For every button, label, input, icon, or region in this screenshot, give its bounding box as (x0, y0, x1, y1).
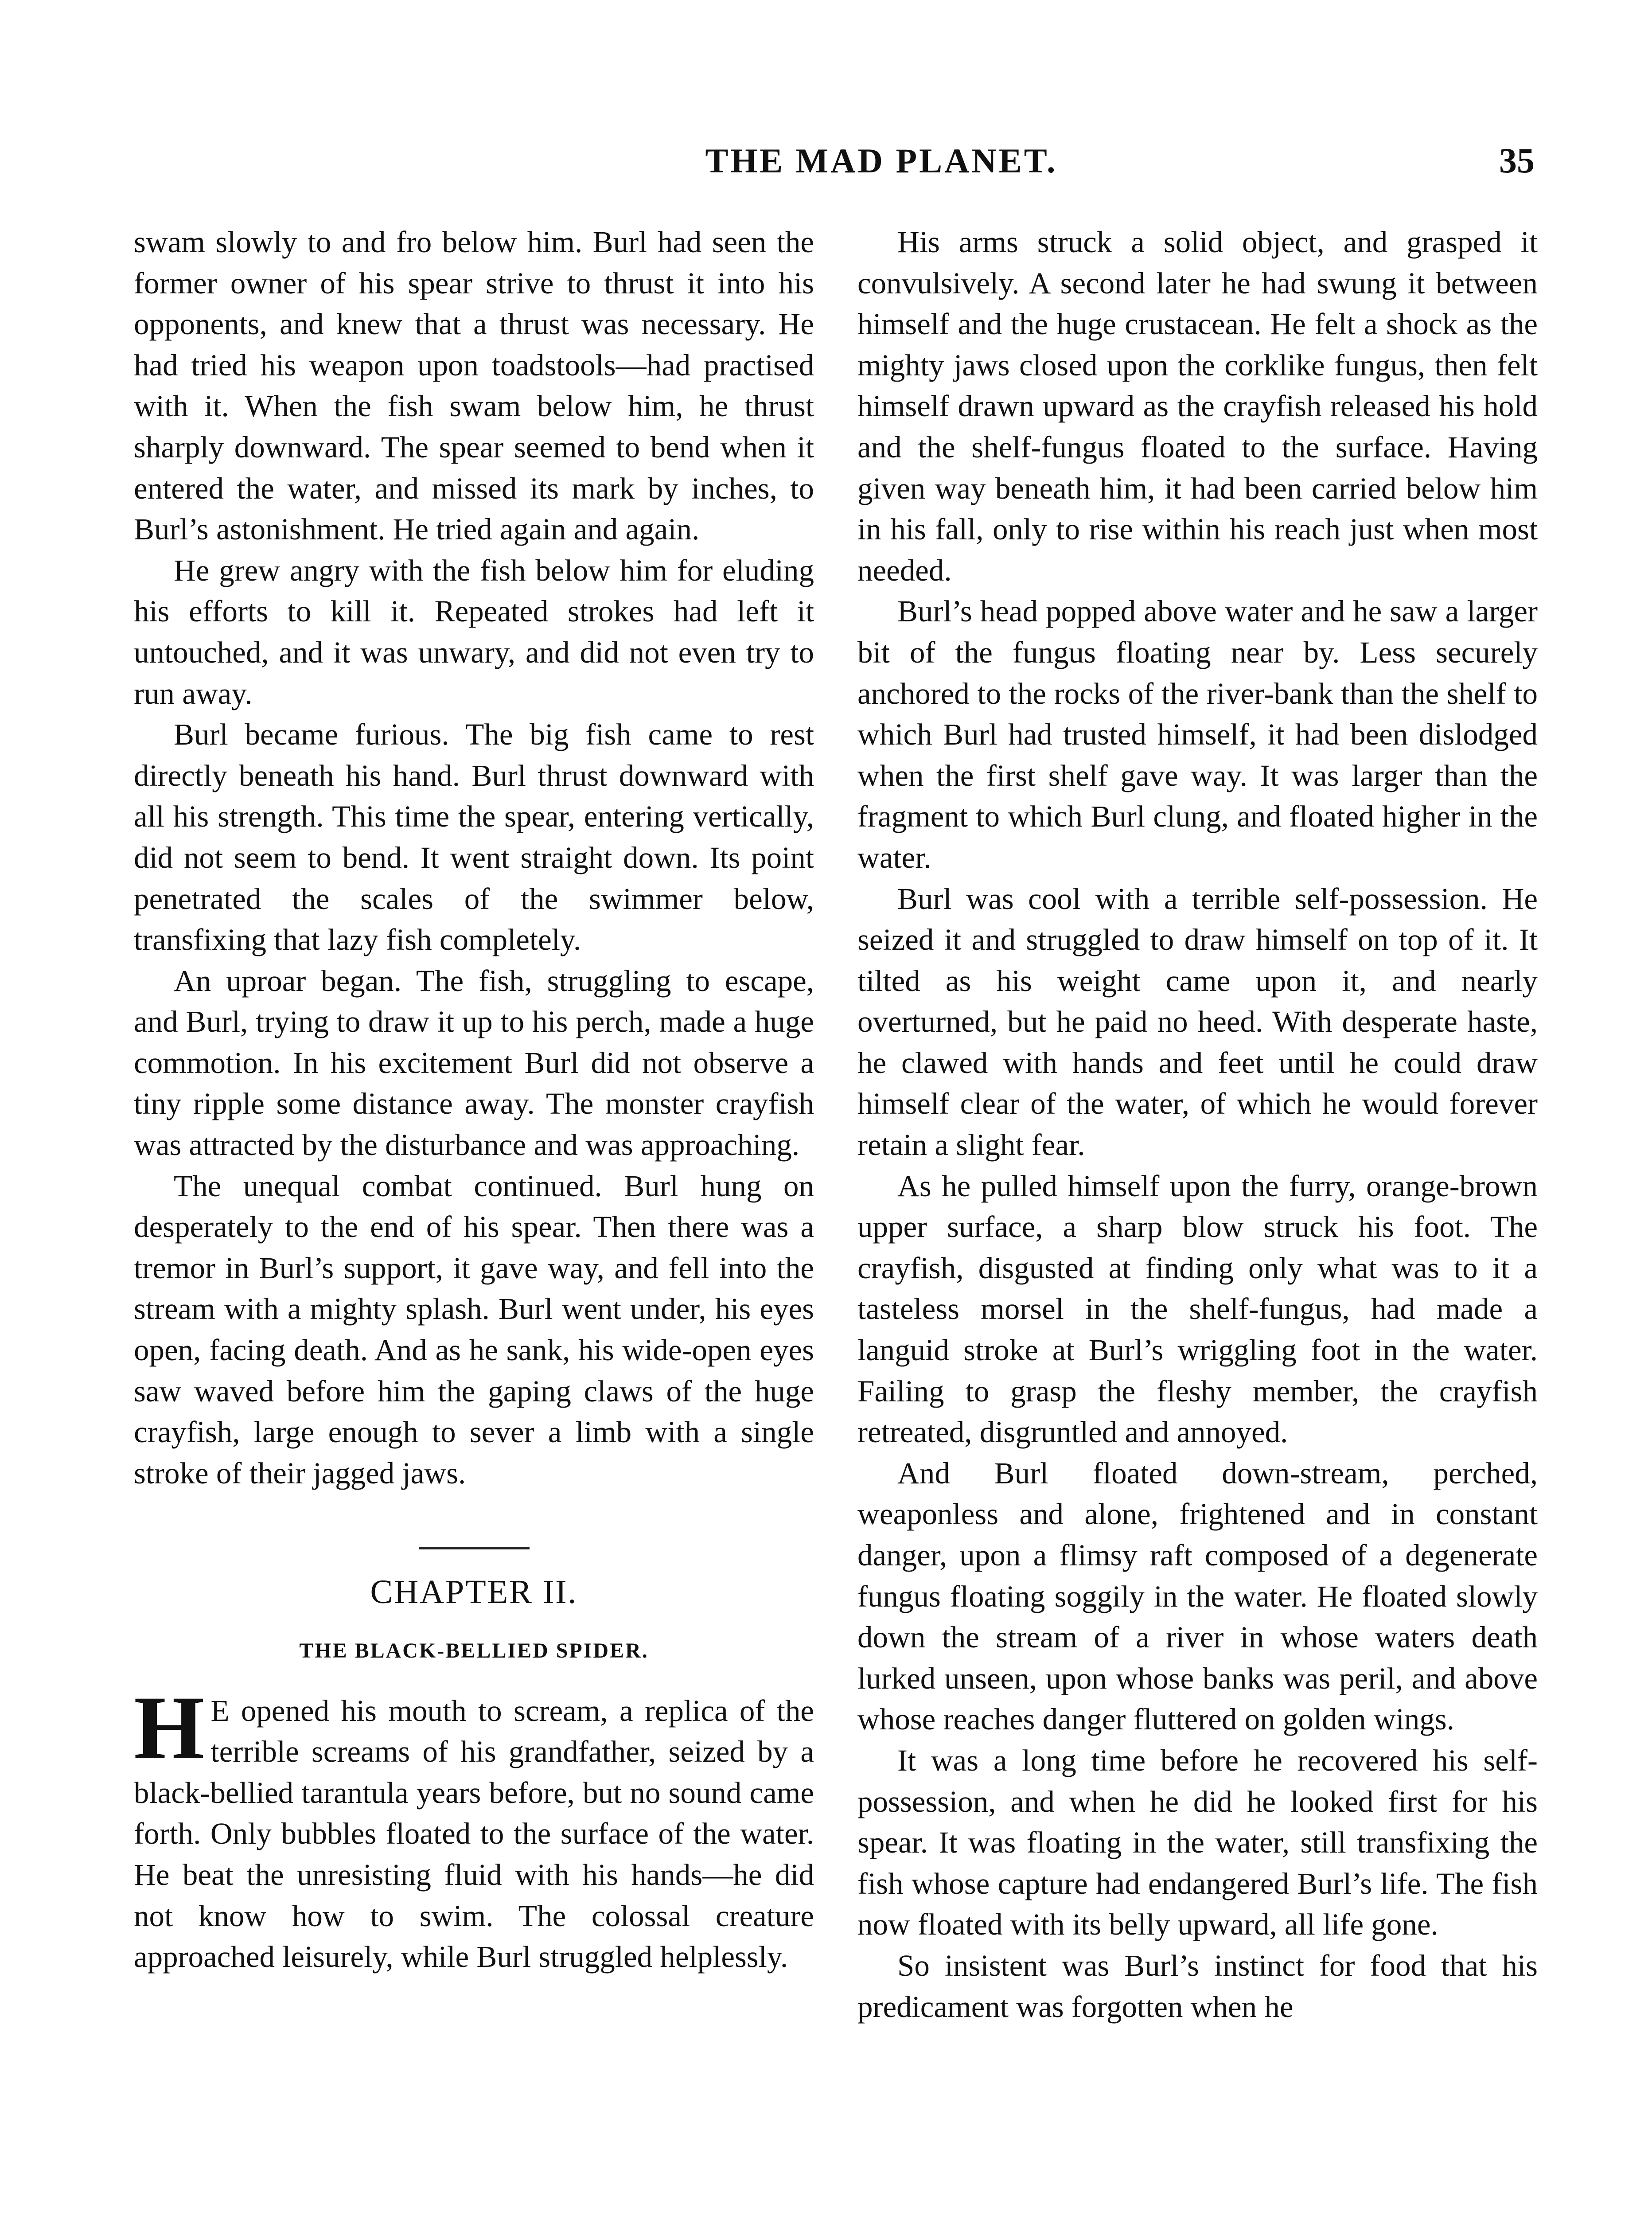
paragraph: Burl was cool with a terrible self-possession. He seized it and struggled to draw himself on top of it. It tilted as his weight came upon it, and nearly overturned, but he paid no heed. With desperate haste, he clawed with hands and feet until he could draw himself clear of the water, of which he would forever retain a slight fear. (857, 882, 1538, 1162)
paragraph: It was a long time before he recovered his self-possession, and when he did he looked first for his spear. It was floating in the water, still transfixing the fish whose capture had endangered Burl’s life. The fish now floated with its belly upward, all life gone. (857, 1743, 1538, 1942)
page-number: 35 (1499, 141, 1535, 180)
paragraph: swam slowly to and fro below him. Burl had seen the former owner of his spear strive to thrust it into his opponents, and knew that a thrust was necessary. He had tried his weapon upon toadstools—had practised with it. When the fish swam below him, he thrust sharply downward. The spear seemed to bend when it entered the water, and missed its mark by inches, to Burl’s astonishment. He tried again and again. (134, 225, 814, 546)
drop-cap: H (134, 1677, 205, 1778)
section-divider (419, 1547, 530, 1549)
paragraph: An uproar began. The fish, struggling to escape, and Burl, trying to draw it up to his perch, made a huge commotion. In his excitement Burl did not observe a tiny ripple some distance away. The monster crayfish was attracted by the disturbance and was approaching. (134, 964, 814, 1162)
right-column (857, 222, 1538, 2027)
paragraph: So insistent was Burl’s instinct for food that his predicament was forgotten when he (857, 1948, 1538, 2024)
paragraph: And Burl floated down-stream, perched, weaponless and alone, frightened and in constant danger, upon a flimsy raft composed of a degenerate fungus floating soggily in the water. He floated slowly down the stream of a river in whose waters death lurked unseen, upon whose banks was peril, and above whose reaches danger fluttered on golden wings. (857, 1456, 1538, 1736)
chapter-first-text: E opened his mouth to scream, a replica of the terrible screams of his grandfather, seized by a black-bellied tarantula years before, but no sound came forth. Only bubbles floated to the surface of the water. He beat the unresisting fluid with his hands—he did not know how to swim. The colossal creature approached leisurely, while Burl struggled helplessly. (134, 1693, 814, 1974)
paragraph: His arms struck a solid object, and grasped it convulsively. A second later he had swung it between himself and the huge crustacean. He felt a shock as the mighty jaws closed upon the corklike fungus, then felt himself drawn upward as the crayfish released his hold and the shelf-fungus floated to the surface. Having given way beneath him, it had been carried below him in his fall, only to rise within his reach just when most needed. (857, 225, 1538, 587)
left-column (134, 222, 814, 1978)
paragraph: As he pulled himself upon the furry, orange-brown upper surface, a sharp blow struck his foot. The crayfish, disgusted at finding only what was to it a tasteless morsel in the shelf-fungus, had made a languid stroke at Burl’s wriggling foot in the water. Failing to grasp the fleshy member, the crayfish retreated, disgruntled and annoyed. (857, 1169, 1538, 1449)
chapter-title: CHAPTER II. (370, 1573, 578, 1611)
paragraph: Burl’s head popped above water and he saw a larger bit of the fungus floating near by. Less securely anchored to the rocks of the river-bank than the shelf to which Burl had trusted himself, it had been dislodged when the first shelf gave way. It was larger than the fragment to which Burl clung, and floated higher in the water. (857, 594, 1538, 874)
running-title: THE MAD PLANET. (705, 141, 1058, 180)
chapter-first-paragraph (134, 1677, 814, 1978)
page-header (0, 141, 1652, 190)
paragraph: Burl became furious. The big fish came to rest directly beneath his hand. Burl thrust downward with all his strength. This time the spear, entering vertically, did not seem to bend. It went straight down. Its point penetrated the scales of the swimmer below, transfixing that lazy fish completely. (134, 718, 814, 957)
paragraph: The unequal combat continued. Burl hung on desperately to the end of his spear. Then there was a tremor in Burl’s support, it gave way, and fell into the stream with a mighty splash. Burl went under, his eyes open, facing death. And as he sank, his wide-open eyes saw waved before him the gaping claws of the huge crayfish, large enough to sever a limb with a single stroke of their jagged jaws. (134, 1169, 814, 1490)
chapter-subtitle: THE BLACK-BELLIED SPIDER. (299, 1639, 649, 1662)
paragraph: He grew angry with the fish below him for eluding his efforts to kill it. Repeated strokes had left it untouched, and it was unwary, and did not even try to run away. (134, 553, 814, 710)
